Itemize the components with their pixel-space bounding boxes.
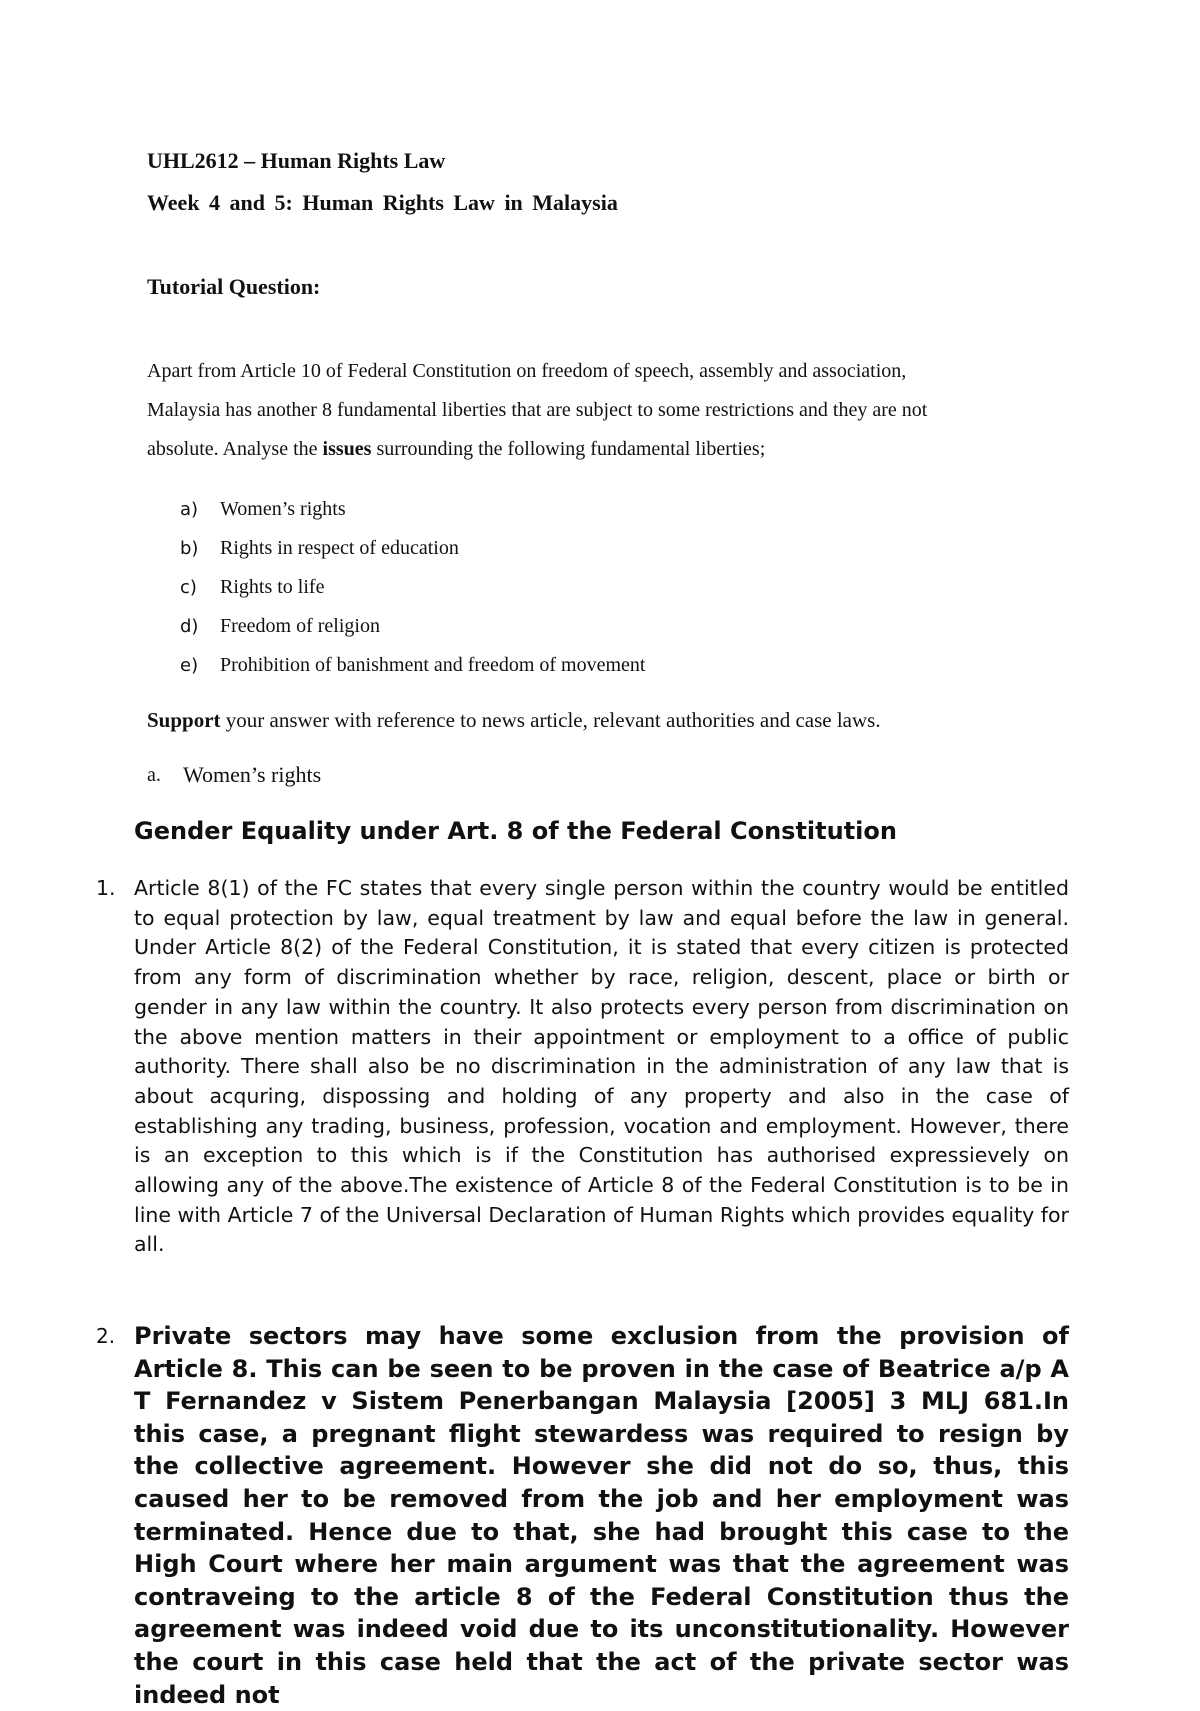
list-item	[180, 568, 645, 607]
paragraph-text: Article 8(1) of the FC states that every single person within the country would be entitled to equal protection by law, equal treatment by law and equal before the law in general. Under Article 8(2) of the Federal Constitution, it is stated that every citizen is protected from any form of discrimination whether by race, religion, descent, place or birth or gender in any law within the country. It also protects every person from discrimination on the above mention matters in their appointment or employment to a office of public authority. There shall also be no discrimination in the administration of any law that is about acquring, dispossing and holding of any property and also in the case of establishing any trading, business, profession, vocation and employment. However, there is an exception to this which is if the Constitution has authorised expressievely on allowing any of the above.The existence of Article 8 of the Federal Constitution is to be in line with Article 7 of the Universal Declaration of Human Rights which provides equality for all.	[134, 876, 1069, 1257]
list-marker: b)	[180, 538, 199, 559]
answer-subheading	[147, 760, 321, 790]
course-title: UHL2612 – Human Rights Law	[147, 148, 446, 173]
paragraph-text: Private sectors may have some exclusion from the provision of Article 8. This can be seen to be proven in the case of Beatrice a/p A T Fernandez v Sistem Penerbangan Malaysia [2005] 3 MLJ 681.In this case, a pregnant flight stewardess was required to resign by the collective agreement. However she did not do so, thus, this caused her to be removed from the job and her employment was terminated. Hence due to that, she had brought this case to the High Court where her main argument was that the agreement was contraveing to the article 8 of the Federal Constitution thus the agreement was indeed void due to its unconstitutionality. However the court in this case held that the act of the private sector was indeed not	[134, 1322, 1069, 1709]
question-text: surrounding the following fundamental liberties;	[371, 438, 766, 460]
section-heading: Gender Equality under Art. 8 of the Federal Constitution	[134, 817, 897, 845]
list-marker: a)	[180, 499, 199, 520]
list-item-label: Rights in respect of education	[220, 537, 459, 559]
list-marker: c)	[180, 577, 197, 598]
numbered-paragraph	[96, 874, 1069, 1260]
list-marker: e)	[180, 655, 199, 676]
question-line-1: Apart from Article 10 of Federal Constitution on freedom of speech, assembly and association,	[147, 360, 907, 382]
paragraph-number: 2.	[96, 1324, 116, 1348]
question-line-3	[147, 430, 1074, 469]
list-item	[180, 607, 645, 646]
question-line-2: Malaysia has another 8 fundamental liberties that are subject to some restrictions and they are not	[147, 399, 928, 421]
answer-subheading-label: Women’s rights	[183, 762, 322, 787]
list-item-label: Women’s rights	[220, 498, 346, 520]
tutorial-heading: Tutorial Question:	[147, 274, 321, 299]
issues-emphasis: issues	[322, 438, 372, 460]
list-marker: a.	[147, 764, 161, 786]
list-marker: d)	[180, 616, 199, 637]
list-item-label: Freedom of religion	[220, 615, 380, 637]
support-text: your answer with reference to news article, relevant authorities and case laws.	[220, 708, 881, 732]
support-emphasis: Support	[147, 708, 221, 732]
support-instruction	[147, 705, 881, 735]
list-item	[180, 490, 645, 529]
liberties-list	[180, 490, 645, 685]
list-item-label: Prohibition of banishment and freedom of movement	[220, 654, 646, 676]
list-item-label: Rights to life	[220, 576, 325, 598]
week-title: Week 4 and 5: Human Rights Law in Malaysia	[147, 190, 618, 215]
tutorial-question	[147, 352, 1074, 469]
paragraph-number: 1.	[96, 876, 116, 900]
numbered-paragraph	[96, 1320, 1069, 1711]
question-text: absolute. Analyse the	[147, 438, 323, 460]
list-item	[180, 529, 645, 568]
list-item	[180, 646, 645, 685]
